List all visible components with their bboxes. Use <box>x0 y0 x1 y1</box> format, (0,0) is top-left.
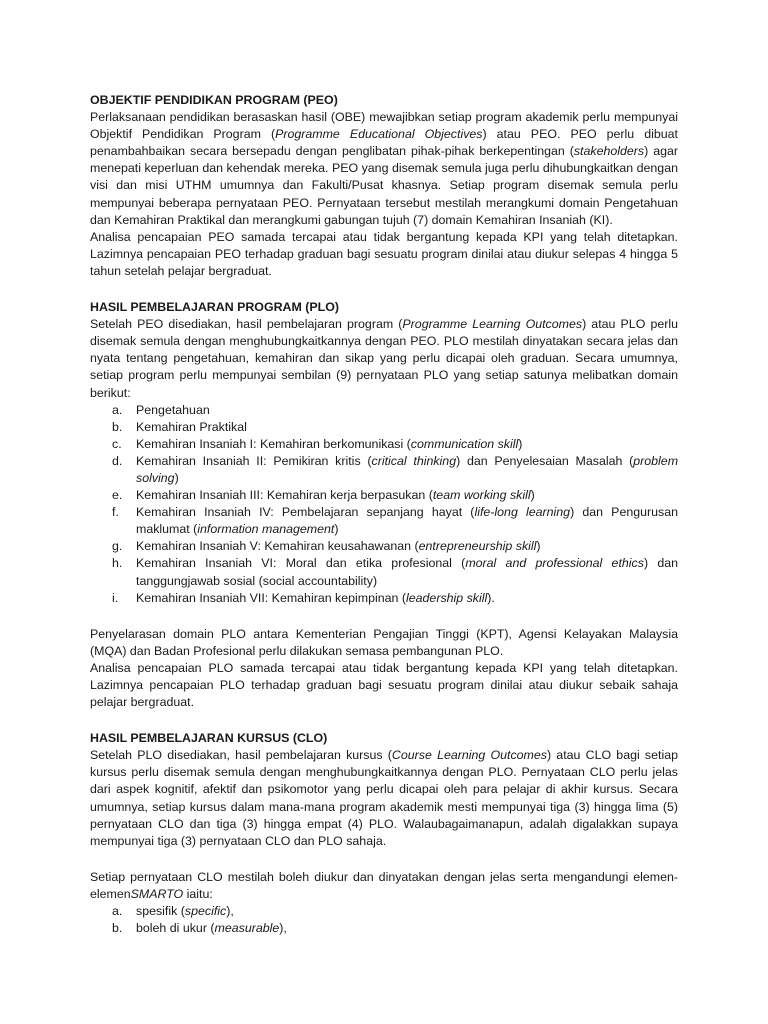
smarto-list <box>90 903 678 937</box>
plo-section <box>90 299 678 711</box>
list-item: i. Kemahiran Insaniah VII: Kemahiran kepimpinan (leadership skill). <box>112 590 495 605</box>
clo-section <box>90 730 678 937</box>
list-item: c. Kemahiran Insaniah I: Kemahiran berkomunikasi (communication skill) <box>112 436 523 451</box>
list-item: f. Kemahiran Insaniah IV: Pembelajaran sepanjang hayat (life-long learning) dan Pengurusan maklumat (information management) <box>112 505 678 537</box>
plo-heading: HASIL PEMBELAJARAN PROGRAM (PLO) <box>90 300 339 315</box>
list-item: e. Kemahiran Insaniah III: Kemahiran kerja berpasukan (team working skill) <box>112 488 535 503</box>
peo-section <box>90 92 678 280</box>
document-page <box>90 92 678 937</box>
peo-heading: OBJEKTIF PENDIDIKAN PROGRAM (PEO) <box>90 93 338 107</box>
plo-paragraph-1: Setelah PEO disediakan, hasil pembelajaran program (Programme Learning Outcomes) atau PLO perlu disemak semula dengan menghubungkaitkannya dengan PEO. PLO mestilah dinyatakan secara jelas dan nyata tentang pengetahuan, kemahiran dan sikap yang perlu dicapai oleh graduan. Secara umumnya, setiap program perlu mempunyai sembilan (9) pernyataan PLO yang setiap satunya melibatkan domain berikut: <box>90 317 678 400</box>
list-item: a. Pengetahuan <box>112 402 210 417</box>
list-item: b. boleh di ukur (measurable), <box>112 921 287 936</box>
plo-paragraph-3: Analisa pencapaian PLO samada tercapai atau tidak bergantung kepada KPI yang telah ditetapkan. Lazimnya pencapaian PLO terhadap graduan bagi sesuatu program dinilai atau diukur sebaik sahaja pelajar bergraduat. <box>90 660 678 710</box>
plo-domain-list <box>90 402 678 607</box>
list-item: g. Kemahiran Insaniah V: Kemahiran keusahawanan (entrepreneurship skill) <box>112 539 541 554</box>
peo-paragraph-2: Analisa pencapaian PEO samada tercapai atau tidak bergantung kepada KPI yang telah ditetapkan. Lazimnya pencapaian PEO terhadap graduan bagi sesuatu program dinilai atau diukur selepas 4 hingga 5 tahun setelah pelajar bergraduat. <box>90 229 678 278</box>
clo-paragraph-1: Setelah PLO disediakan, hasil pembelajaran kursus (Course Learning Outcomes) atau CLO bagi setiap kursus perlu disemak semula dengan menghubungkaitkannya dengan PLO. Pernyataan CLO perlu jelas dari aspek kognitif, afektif dan psikomotor yang perlu dicapai oleh para pelajar di akhir kursus. Secara umumnya, setiap kursus dalam mana-mana program akademik mesti mempunyai tiga (3) hingga lima (5) pernyataan CLO dan tiga (3) hingga empat (4) PLO. Walaubagaimanapun, adalah digalakkan supaya mempunyai tiga (3) pernyataan CLO dan PLO sahaja. <box>90 748 678 848</box>
list-item: d. Kemahiran Insaniah II: Pemikiran kritis (critical thinking) dan Penyelesaian Masalah (problem solving) <box>112 453 679 485</box>
list-item: h. Kemahiran Insaniah VI: Moral dan etika profesional (moral and professional ethics) dan tanggungjawab sosial (social accountability) <box>112 556 678 588</box>
clo-heading: HASIL PEMBELAJARAN KURSUS (CLO) <box>90 731 328 746</box>
list-item: a. spesifik (specific), <box>112 904 234 919</box>
peo-paragraph-1: Perlaksanaan pendidikan berasaskan hasil (OBE) mewajibkan setiap program akademik perlu mempunyai Objektif Pendidikan Program (Programme Educational Objectives) atau PEO. PEO perlu dibuat penambahbaikan secara bersepadu dengan penglibatan pihak-pihak berkepentingan (stakeholders) agar menepati keperluan dan kehendak mereka. PEO yang disemak semula juga perlu dihubungkaitkan dengan visi dan misi UTHM umumnya dan Fakulti/Pusat khasnya. Setiap program disemak semula perlu mempunyai beberapa pernyataan PEO. Pernyataan tersebut mestilah merangkumi domain Pengetahuan dan Kemahiran Praktikal dan merangkumi gabungan tujuh (7) domain Kemahiran Insaniah (KI). <box>90 110 679 227</box>
list-item: b. Kemahiran Praktikal <box>112 419 247 434</box>
clo-paragraph-2: Setiap pernyataan CLO mestilah boleh diukur dan dinyatakan dengan jelas serta mengandungi elemen-elemenSMARTO iaitu: <box>90 869 678 901</box>
plo-paragraph-2: Penyelarasan domain PLO antara Kementerian Pengajian Tinggi (KPT), Agensi Kelayakan Malaysia (MQA) dan Badan Profesional perlu dilakukan semasa pembangunan PLO. <box>90 626 678 658</box>
